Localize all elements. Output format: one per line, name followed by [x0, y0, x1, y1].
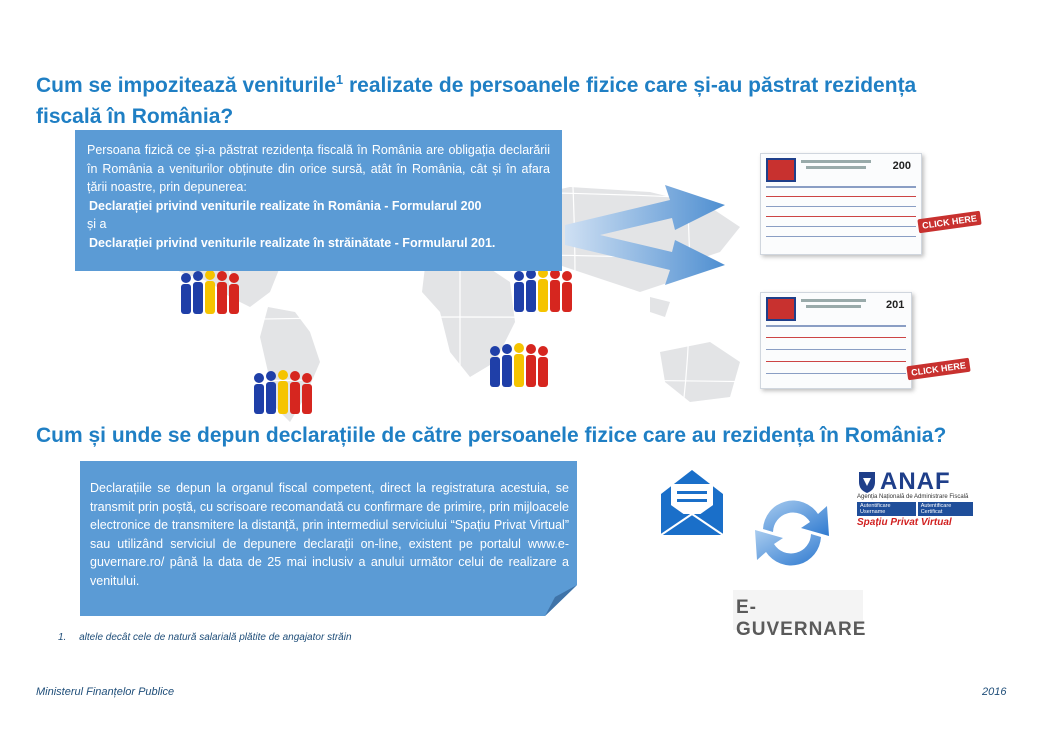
form-number: 201	[886, 299, 905, 311]
page-curl-icon	[545, 585, 577, 616]
footnote-number: 1.	[58, 632, 67, 643]
title-line2: fiscală în România?	[36, 105, 234, 128]
people-group-icon	[251, 370, 315, 416]
refresh-icon	[743, 484, 841, 582]
section-title: Cum și unde se depun declarațiile de către persoanele fizice care au rezidența în România?	[36, 424, 947, 447]
footer-ministry: Ministerul Finanțelor Publice	[36, 686, 175, 698]
title-part1: Cum se impozitează veniturile	[36, 74, 336, 97]
footnote	[58, 632, 352, 643]
connector-text: și a	[87, 217, 107, 231]
form-number: 200	[892, 160, 911, 172]
footnote-text: altele decât cele de natură salarială plătite de angajator străin	[79, 632, 352, 643]
footer-year: 2016	[982, 686, 1007, 698]
info-box-submission	[80, 461, 577, 616]
people-group-icon	[487, 343, 551, 389]
certificate-login-tab[interactable]: Autentificare Certificat	[918, 502, 973, 516]
form-200-reference: Declarației privind veniturile realizate în România - Formularul 200	[89, 198, 482, 213]
click-here-button[interactable]: CLICK HERE	[906, 358, 970, 381]
shield-icon	[857, 470, 877, 494]
title-part2: realizate de persoanele fizice care și-au păstrat rezidența	[343, 74, 917, 97]
form-200-thumbnail[interactable]	[760, 153, 922, 255]
anaf-subtitle: Agenția Națională de Administrare Fiscală	[857, 494, 969, 500]
footnote-ref: 1	[335, 72, 344, 87]
submission-text: Declarațiile se depun la organul fiscal competent, direct la registratura acestuia, se transmit prin poștă, cu scrisoare recomandată cu confirmare de primire, prin mijloacele electronice de transmitere la distanță, prin intermediul serviciului “Spațiu Privat Virtual” sau utilizând serviciul de depunere declarații on-line, existent pe portalul www.e-guvernare.ro/ până la data de 25 mai inclusiv a anului următor celui de realizare a venitului.	[90, 481, 569, 588]
spv-label: Spațiu Privat Virtual	[857, 517, 952, 528]
page-title	[36, 64, 1036, 132]
anaf-logo[interactable]	[857, 468, 973, 528]
e-guvernare-text: E-GUVERNARE	[736, 597, 867, 640]
info-box-intro: Persoana fizică ce și-a păstrat rezidența fiscală în România are obligația declarării în România a veniturilor obținute din orice sursă, atât în România, cât și în afara țării noastre, prin depunerea:	[87, 143, 550, 194]
username-login-tab[interactable]: Autentificare Username	[857, 502, 916, 516]
split-arrow-icon	[560, 170, 760, 300]
click-here-button[interactable]: CLICK HERE	[917, 211, 981, 234]
form-201-thumbnail[interactable]	[760, 292, 912, 389]
anaf-logo-small-icon	[766, 297, 796, 321]
e-guvernare-logo[interactable]	[733, 590, 867, 640]
anaf-logo-small-icon	[766, 158, 796, 182]
people-group-icon	[178, 270, 242, 316]
mail-icon	[661, 470, 723, 535]
info-box-residency	[75, 130, 562, 271]
anaf-name: ANAF	[880, 468, 951, 495]
form-201-reference: Declarației privind veniturile realizate în străinătate - Formularul 201.	[89, 235, 496, 250]
